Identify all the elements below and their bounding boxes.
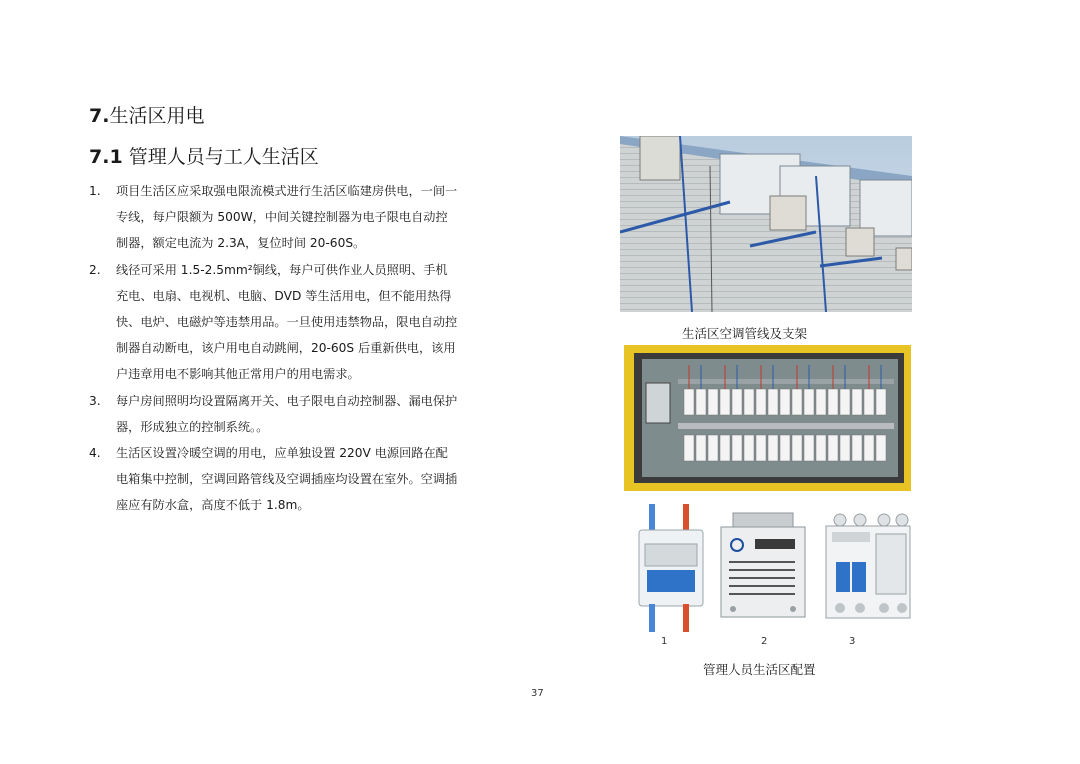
device-label: 2 (761, 636, 768, 647)
device-3-photo (822, 512, 913, 624)
subsection-title: 7.1 管理人员与工人生活区 (89, 146, 319, 168)
requirements-list (89, 178, 459, 519)
distribution-box-photo (624, 345, 911, 491)
device-label: 3 (849, 636, 856, 647)
list-item: 3. 每户房间照明均设置隔离开关、电子限电自动控制器、漏电保护器，形成独立的控制系统。。 (89, 393, 458, 434)
ac-wall-photo (620, 136, 912, 312)
list-item: 1. 项目生活区应采取强电限流模式进行生活区临建房供电，一间一专线，每户限额为 500W，中间关键控制器为电子限电自动控制器，额定电流为 2.3A，复位时间 20-60S。 (89, 184, 458, 251)
page-number: 37 (531, 688, 544, 699)
figure-caption: 生活区空调管线及支架 (682, 326, 808, 341)
section-title: 7.生活区用电 (89, 105, 205, 127)
device-1-photo (633, 504, 709, 632)
device-2-photo (719, 511, 807, 623)
list-item: 4. 生活区设置冷暖空调的用电，应单独设置 220V 电源回路在配电箱集中控制，空调回路管线及空调插座均设置在室外。空调插座应有防水盒，高度不低于 1.8m。 (89, 446, 458, 513)
list-item: 2. 线径可采用 1.5-2.5mm²铜线，每户可供作业人员照明、手机充电、电扇、电视机、电脑、DVD 等生活用电，但不能用热得快、电炉、电磁炉等违禁用品。一旦使用违禁物品，限电自动控制器自动断电，该户用电自动跳闸，20-60S 后重新供电，该用户违章用电不影响其他正常用户的用电需求。 (89, 262, 458, 382)
figure-caption: 管理人员生活区配置 (703, 662, 816, 677)
device-label: 1 (661, 636, 668, 647)
